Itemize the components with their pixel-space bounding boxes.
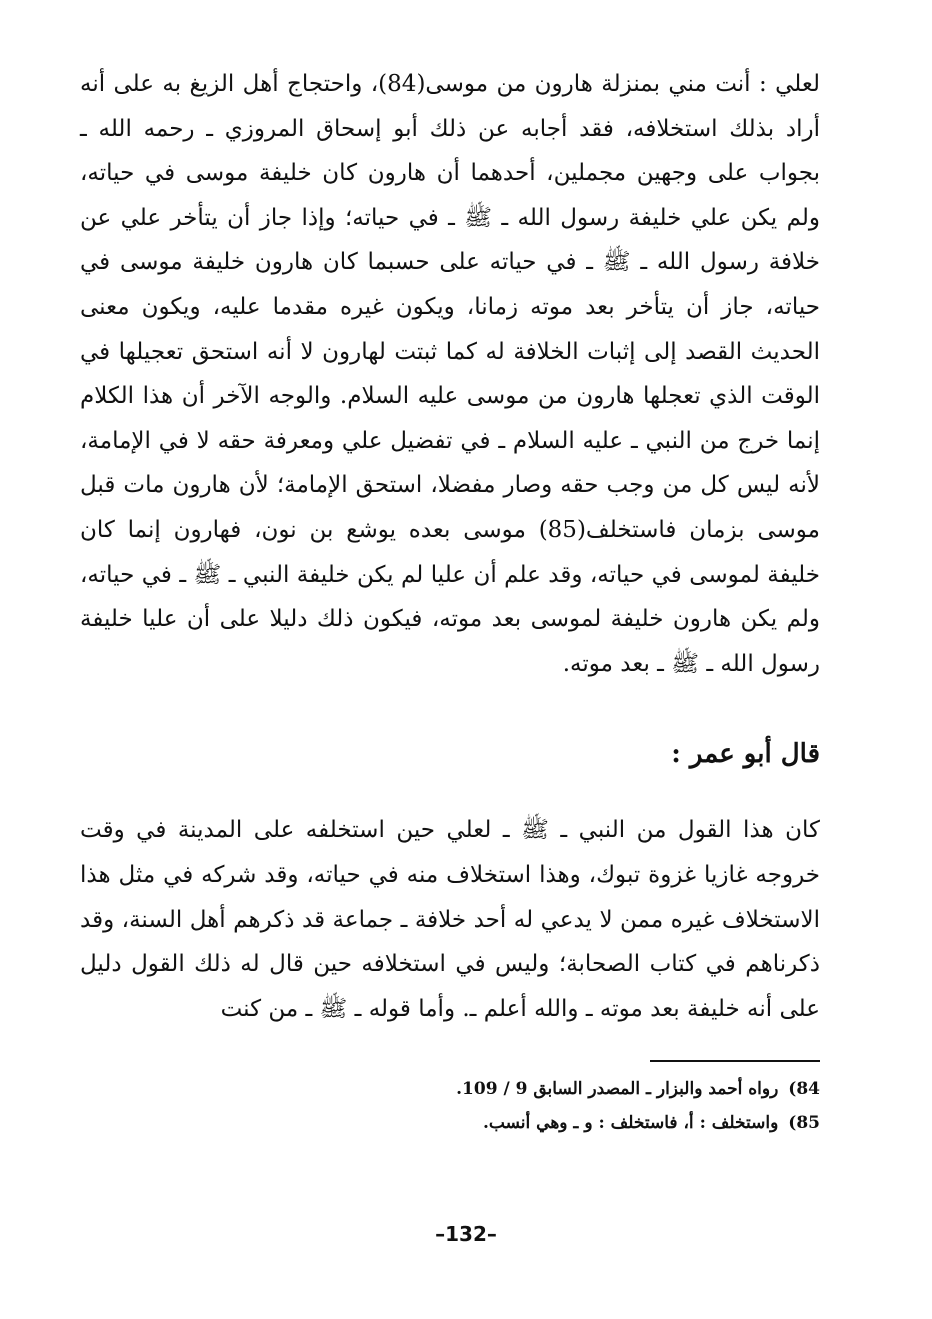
- footnote-number: 85): [788, 1113, 820, 1133]
- footnote-divider: [650, 1060, 820, 1062]
- page-number: –132–: [435, 1222, 497, 1246]
- footnote-85: [300, 1106, 820, 1140]
- paragraph-1: لعلي : أنت مني بمنزلة هارون من موسى(84)، واحتجاج أهل الزيغ به على أنه أراد بذلك استخلافه، فقد أجابه عن ذلك أبو إسحاق المروزي ـ رحمه الله ـ بجواب على وجهين مجملين، أحدهما أن هارون كان خليفة موسى في حياته، ولم يكن علي خليفة رسول الله ـ ﷺ ـ في حياته؛ وإذا جاز أن يتأخر علي عن خلافة رسول الله ـ ﷺ ـ في حياته على حسبما كان هارون خليفة موسى في حياته، جاز أن يتأخر بعد موته زمانا، ويكون غيره مقدما عليه، ويكون معنى الحديث القصد إلى إثبات الخلافة له كما ثبتت لهارون لا أنه استحق تعجيلها في الوقت الذي تعجلها هارون من موسى عليه السلام. والوجه الآخر أن هذا الكلام إنما خرج من النبي ـ عليه السلام ـ في تفضيل علي ومعرفة حقه لا في الإمامة، لأنه ليس كل من وجب حقه وصار مفضلا، استحق الإمامة؛ لأن هارون مات قبل موسى بزمان فاستخلف(85) موسى بعده يوشع بن نون، فهارون إنما كان خليفة لموسى في حياته، وقد علم أن عليا لم يكن خليفة النبي ـ ﷺ ـ في حياته، ولم يكن هارون خليفة لموسى بعد موته، فيكون ذلك دليلا على أن عليا خليفة رسول الله ـ ﷺ ـ بعد موته.: [80, 71, 820, 677]
- footnotes: [300, 1072, 820, 1140]
- footnote-text: واستخلف : أ، فاستخلف : و ـ وهي أنسب.: [483, 1113, 779, 1133]
- footnote-text: رواه أحمد والبزار ـ المصدر السابق 9 / 109.: [456, 1079, 779, 1099]
- footnote-84: [300, 1072, 820, 1106]
- main-text: [80, 62, 820, 1031]
- paragraph-2: كان هذا القول من النبي ـ ﷺ ـ لعلي حين استخلفه على المدينة في وقت خروجه غازيا غزوة تبوك، وهذا استخلاف منه في حياته، وقد شركه في مثل هذا الاستخلاف غيره ممن لا يدعي له أحد خلافة ـ جماعة قد ذكرهم أهل السنة، وقد ذكرناهم في كتاب الصحابة؛ وليس في استخلافه حين قال له ذلك القول دليل على أنه خليفة بعد موته ـ والله أعلم ـ. وأما قوله ـ ﷺ ـ من كنت: [80, 817, 820, 1022]
- footnote-number: 84): [788, 1079, 820, 1099]
- section-heading: قال أبو عمر :: [671, 739, 820, 770]
